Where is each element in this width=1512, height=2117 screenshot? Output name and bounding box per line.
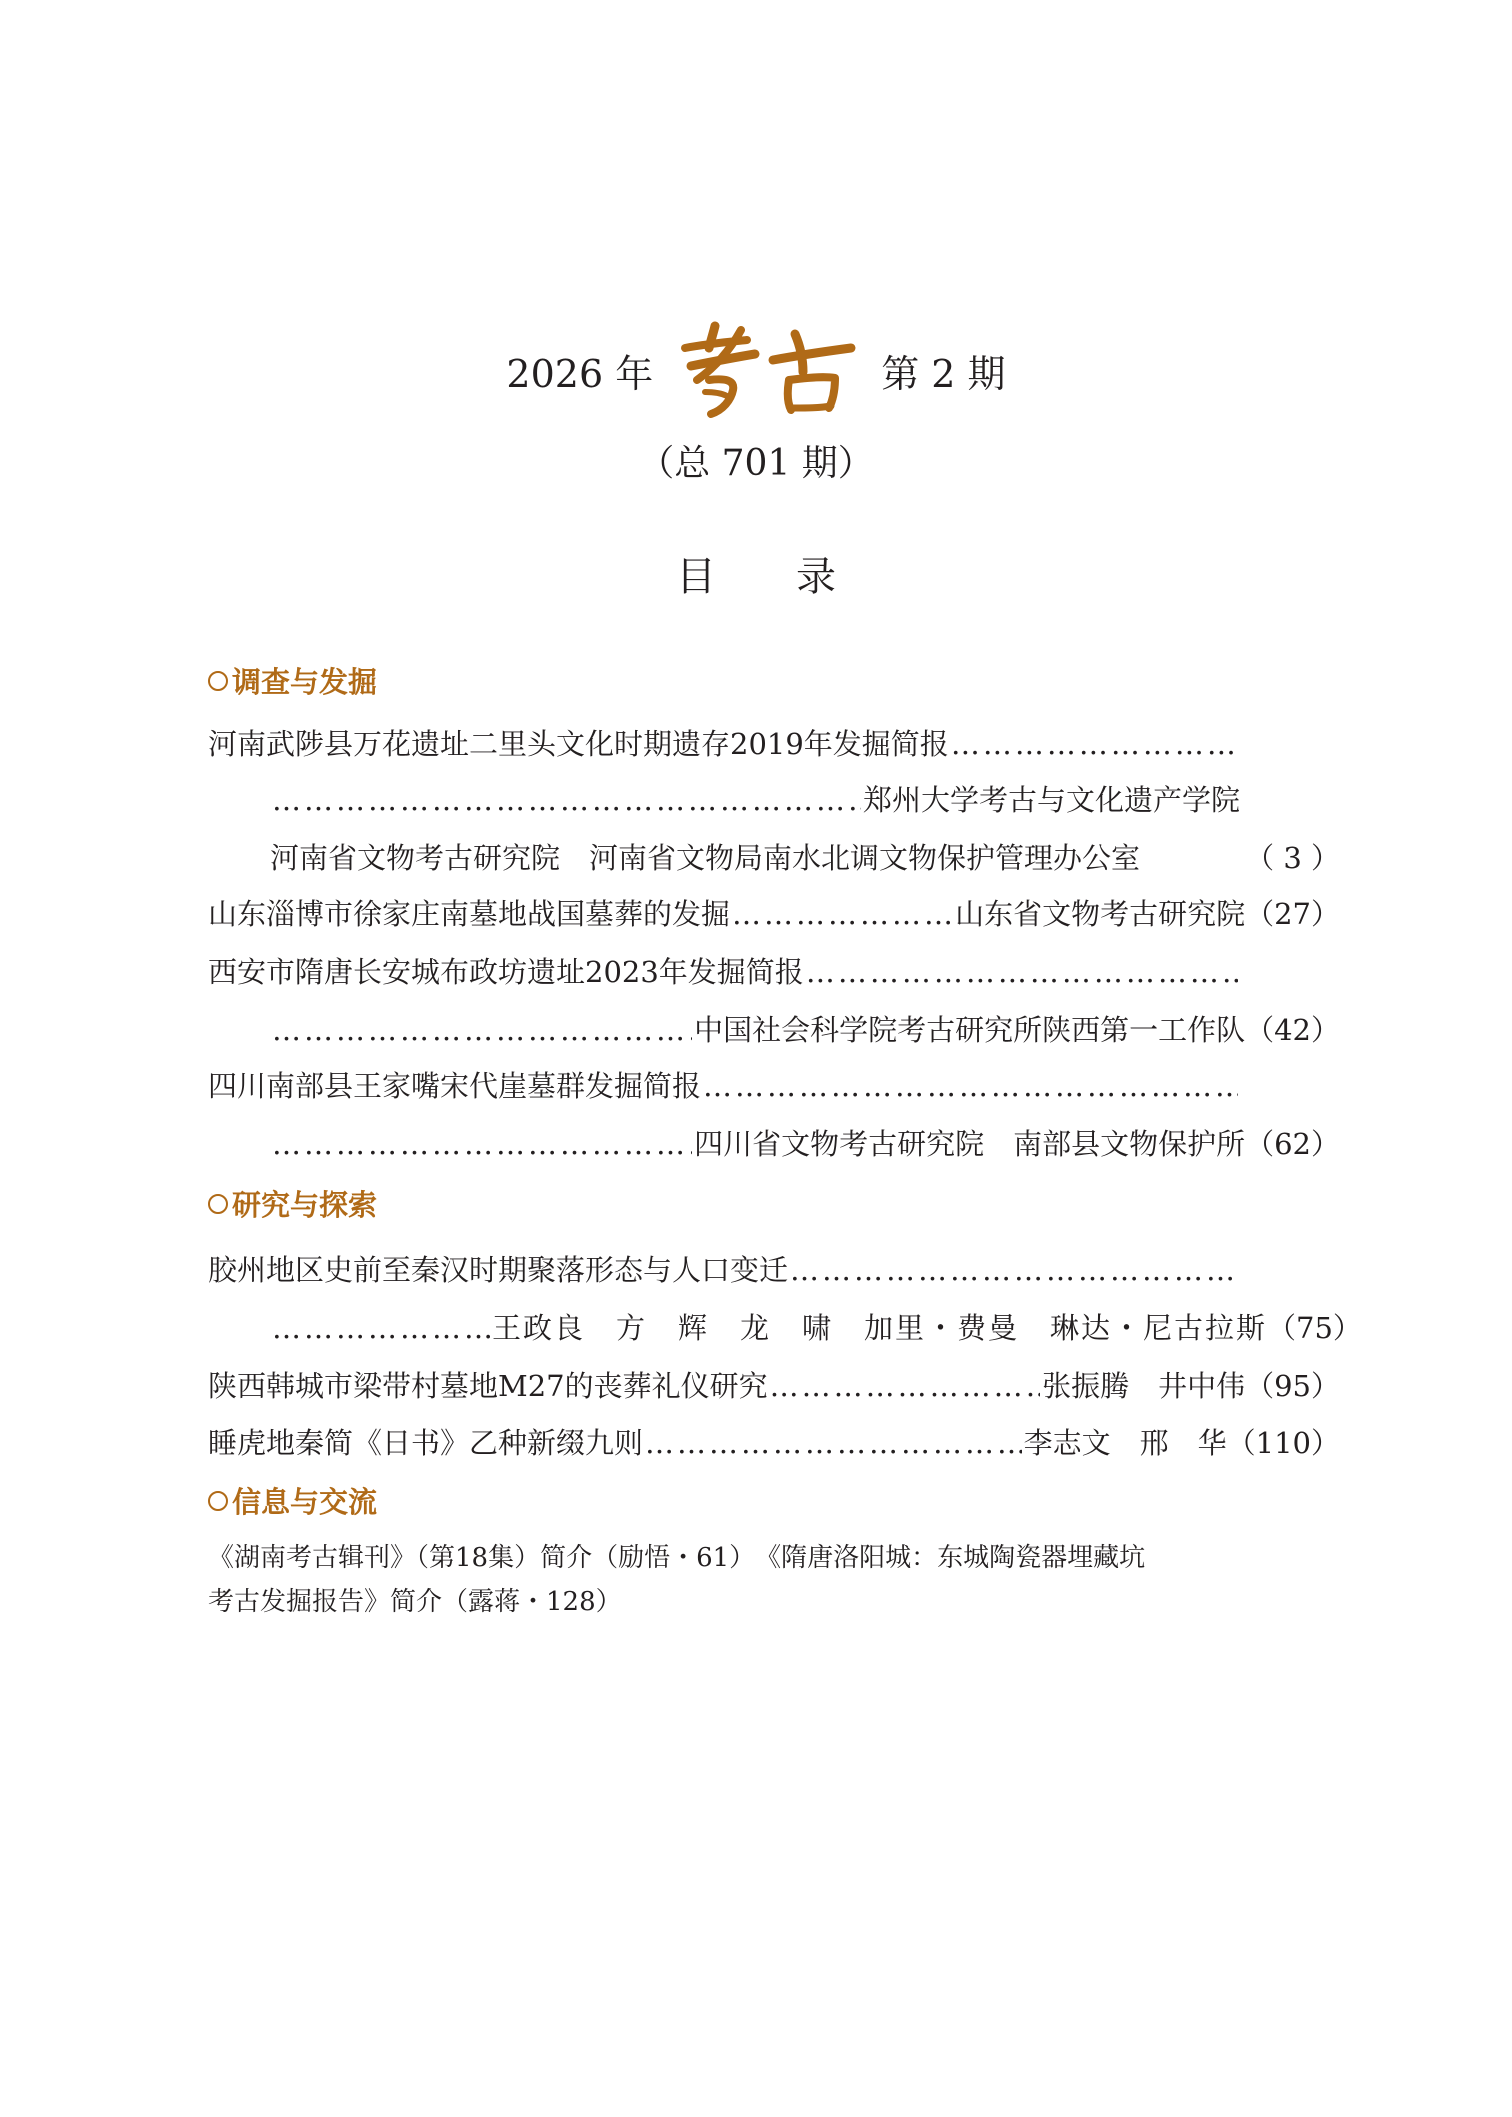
entry-title: 河南武陟县万花遗址二里头文化时期遗存2019年发掘简报 — [208, 727, 949, 761]
entry-page: （42） — [1245, 1013, 1340, 1047]
entry-page: （ 3 ） — [1245, 841, 1340, 875]
toc-title: 目录 — [676, 554, 916, 600]
entry-authors: 王政良 方 辉 龙 啸 加里・费曼 琳达・尼古拉斯 — [492, 1311, 1268, 1345]
info-text — [208, 1536, 1145, 1624]
total-issue: （总 701 期） — [638, 443, 874, 484]
toc-entry[interactable] — [208, 950, 1240, 991]
entry-page: （110） — [1226, 1426, 1340, 1460]
entry-title: 西安市隋唐长安城布政坊遗址2023年发掘简报 — [208, 955, 804, 989]
leader-dots — [732, 897, 953, 931]
toc-entry[interactable] — [208, 1421, 1340, 1462]
section-heading — [208, 1480, 377, 1521]
entry-page: （95） — [1245, 1369, 1340, 1403]
toc-entry[interactable] — [208, 1364, 1340, 1405]
entry-authors: 张振腾 井中伟 — [1042, 1369, 1246, 1403]
journal-logo — [675, 318, 861, 422]
section-heading — [208, 660, 377, 701]
section-heading — [208, 1183, 377, 1224]
info-line: 《湖南考古辑刊》（第18集）简介（励悟・61） 《隋唐洛阳城：东城陶瓷器埋藏坑 — [208, 1543, 1146, 1573]
leader-dots — [272, 1311, 490, 1345]
entry-title: 山东淄博市徐家庄南墓地战国墓葬的发掘 — [208, 897, 731, 931]
leader-dots — [770, 1369, 1040, 1403]
section-title: 调查与发掘 — [232, 665, 378, 699]
entry-authors: 山东省文物考古研究院 — [955, 897, 1246, 931]
circle-bullet-icon — [208, 671, 228, 691]
issue-label: 第 2 期 — [881, 351, 1006, 396]
leader-dots — [272, 1127, 692, 1161]
toc-entry-authors — [270, 1306, 1362, 1347]
entry-page: （27） — [1245, 897, 1340, 931]
entry-authors: 李志文 邢 华 — [1023, 1426, 1227, 1460]
year-label: 2026 年 — [506, 351, 654, 396]
entry-title: 陕西韩城市梁带村墓地M27的丧葬礼仪研究 — [208, 1369, 768, 1403]
entry-page: （75） — [1267, 1311, 1362, 1345]
leader-dots — [806, 955, 1238, 989]
leader-dots — [703, 1069, 1238, 1103]
entry-authors: 中国社会科学院考古研究所陕西第一工作队 — [694, 1013, 1246, 1047]
entry-authors: 郑州大学考古与文化遗产学院 — [862, 783, 1240, 817]
entry-authors: 四川省文物考古研究院 南部县文物保护所 — [694, 1127, 1246, 1161]
leader-dots — [272, 1013, 692, 1047]
toc-entry-authors — [270, 1008, 1340, 1049]
toc-entry-authors — [270, 1122, 1340, 1163]
info-line: 考古发掘报告》简介（露蒋・128） — [208, 1587, 622, 1617]
entry-title: 胶州地区史前至秦汉时期聚落形态与人口变迁 — [208, 1253, 789, 1287]
entry-title: 睡虎地秦简《日书》乙种新缀九则 — [208, 1426, 644, 1460]
section-title: 信息与交流 — [232, 1485, 378, 1519]
leader-dots — [951, 727, 1238, 761]
leader-dots — [790, 1253, 1238, 1287]
entry-page: （62） — [1245, 1127, 1340, 1161]
section-title: 研究与探索 — [232, 1188, 378, 1222]
leader-dots — [645, 1426, 1022, 1460]
toc-entry[interactable] — [208, 722, 1240, 763]
entry-title: 四川南部县王家嘴宋代崖墓群发掘简报 — [208, 1069, 702, 1103]
masthead — [0, 318, 1512, 422]
journal-logo-calligraphy — [675, 318, 861, 422]
toc-entry[interactable] — [208, 1064, 1240, 1105]
entry-authors: 河南省文物考古研究院 河南省文物局南水北调文物保护管理办公室 — [270, 841, 1141, 875]
toc-entry[interactable] — [208, 1248, 1240, 1289]
toc-entry[interactable] — [208, 892, 1340, 933]
circle-bullet-icon — [208, 1194, 228, 1214]
leader-dots — [272, 783, 861, 817]
toc-entry-authors — [270, 778, 1240, 819]
circle-bullet-icon — [208, 1491, 228, 1511]
toc-entry-authors — [270, 836, 1340, 877]
